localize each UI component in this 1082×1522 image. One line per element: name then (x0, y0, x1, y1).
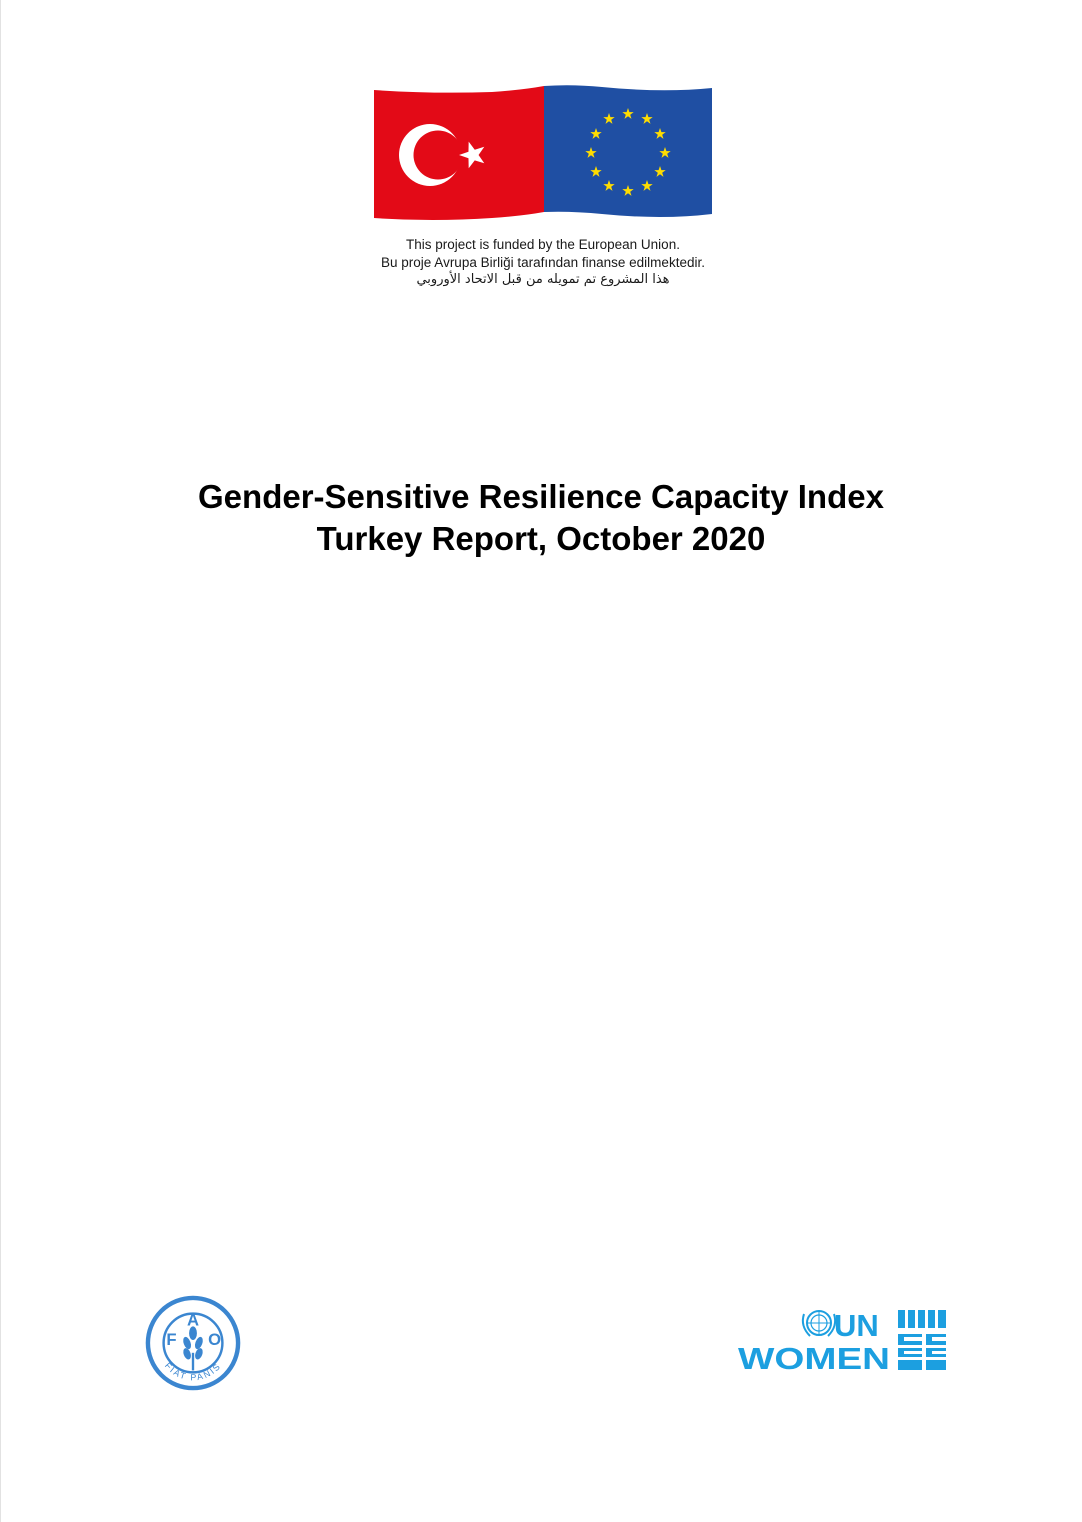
report-title (100, 476, 982, 560)
fao-letter-a: A (186, 1310, 200, 1330)
report-title-line-2: Turkey Report, October 2020 (316, 520, 766, 557)
un-women-logo-icon (738, 1306, 952, 1374)
fao-emblem-icon (144, 1294, 242, 1392)
fao-letter-f: F (166, 1329, 177, 1349)
funding-notice-english: This project is funded by the European Union. (406, 237, 680, 252)
page-edge (0, 0, 1, 1522)
un-women-line-2: WOMEN (738, 1341, 890, 1374)
un-women-line-1: UN (834, 1308, 879, 1343)
fao-motto: FIAT PANIS (162, 1360, 224, 1383)
fao-letter-o: O (208, 1329, 222, 1349)
turkey-eu-flags-icon (372, 84, 714, 224)
funding-notice-turkish: Bu proje Avrupa Birliği tarafından finanse edilmektedir. (381, 254, 705, 270)
funding-notice (300, 236, 786, 289)
funding-notice-arabic: هذا المشروع تم تمويله من قبل الاتحاد الأوروبي (416, 272, 670, 287)
report-title-line-1: Gender-Sensitive Resilience Capacity Index (198, 478, 884, 515)
